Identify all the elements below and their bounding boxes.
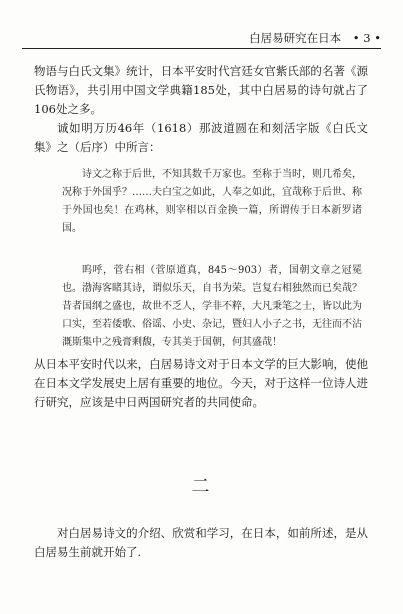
paragraph-quote-lead: 诚如明万历46年（1618）那波道圆在和刻活字版《白氏文集》之（后序）中所言：: [34, 121, 368, 154]
block-quote-2: 呜呼，菅右相（菅原道真，845～903）者，国朝文章之冠冕也。渤海客睹其诗，谓似乐天，自书为荣。岂复右相独然而已矣哉？昔者国纲之盛也，故世不乏人，学非不粹，大凡秉笔之士，皆以此为口实，至若倭歌、俗谣、小史、杂记，暨妇人小子之书，无往而不沾溉斯集中之残膏剩馥，专其美于国朝，何其盛哉！: [62, 265, 362, 348]
running-header: [22, 30, 381, 49]
section-heading: 二: [191, 476, 212, 497]
header-title: 白居易研究在日本: [249, 31, 342, 45]
paragraph-influence: 从日本平安时代以来，白居易诗文对于日本文学的巨大影响，使他在日本文学发展史上居有重要的地位。今天，对于这样一位诗人进行研究，应该是中日两国研究者的共同使命。: [34, 357, 368, 409]
page-number: • 3 •: [352, 31, 381, 45]
paragraph-intro: 物语与白氏文集》统计，日本平安时代宫廷女官紫氏部的名著《源氏物语》，共引用中国文学典籍185处，其中白居易的诗句就占了106处之多。: [34, 64, 368, 116]
block-quote-1: 诗文之称于后世，不知其数千万家也。至称于当时，则几希矣，况称于外国乎？……夫白宝之如此，人奉之如此，宜哉称于后世、称于外国也矣！在鸡林，则宰相以百金换一篇，所谓传于日本新罗诸国。: [62, 169, 362, 234]
paragraph-section-two: 对白居易诗文的介绍、欣赏和学习，在日本，如前所述，是从白居易生前就开始了.: [34, 526, 368, 559]
